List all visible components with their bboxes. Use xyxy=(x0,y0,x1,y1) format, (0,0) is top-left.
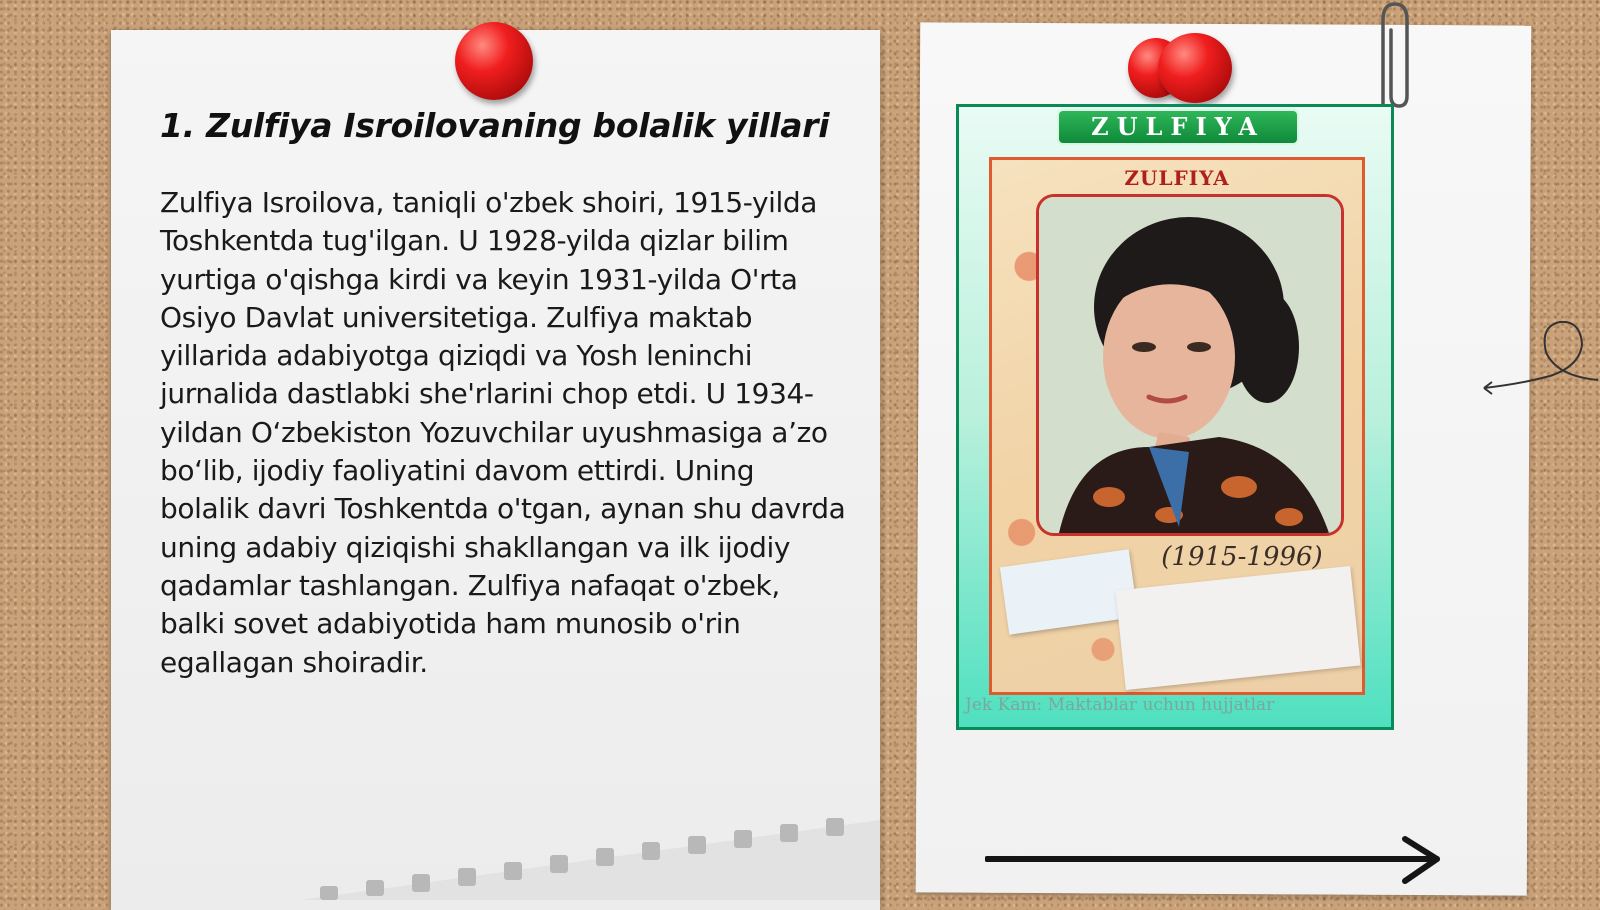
poster-inner-frame xyxy=(989,157,1365,695)
arrow-right-icon[interactable] xyxy=(985,835,1445,895)
portrait-illustration xyxy=(1039,197,1341,533)
slide-body-text: Zulfiya Isroilova, taniqli o'zbek shoiri, 1915-yilda Toshkentda tug'ilgan. U 1928-yilda qizlar bilim yurtiga o'qishga kirdi va keyin 1931-yilda O'rta Osiyo Davlat universitetiga. Zulfiya maktab yillarida adabiyotga qiziqdi va Yosh leninchi jurnalida dastlabki she'rlarini chop etdi. U 1934-yildan O‘zbekiston Yozuvchilar uyushmasiga a’zo bo‘lib, ijodiy faoliyatini davom ettirdi. Uning bolalik davri Toshkentda o'tgan, aynan shu davrda uning adabiy qiziqishi shakllangan va ilk ijodiy qadamlar tashlangan. Zulfiya nafaqat o'zbek, balki sovet adabiyotida ham munosib o'rin egallagan shoiradir. xyxy=(160,186,846,679)
poster-footer: Jek Kam: Maktablar uchun hujjatlar xyxy=(965,695,1275,715)
torn-paper-edge xyxy=(300,800,880,900)
push-pin-icon xyxy=(455,22,533,100)
poster-years: (1915-1996) xyxy=(1161,542,1323,572)
poster-name: ZULFIYA xyxy=(1124,166,1230,190)
decorative-swirl xyxy=(1480,310,1600,410)
poster-note-large xyxy=(1115,566,1360,690)
push-pin-icon xyxy=(1158,33,1232,103)
portrait-poster xyxy=(956,104,1394,730)
paper-clip-icon xyxy=(1375,0,1415,118)
poster-banner: ZULFIYA xyxy=(1059,111,1297,143)
portrait-photo xyxy=(1036,194,1344,536)
slide-title: 1. Zulfiya Isroilovaning bolalik yillari xyxy=(160,106,830,145)
